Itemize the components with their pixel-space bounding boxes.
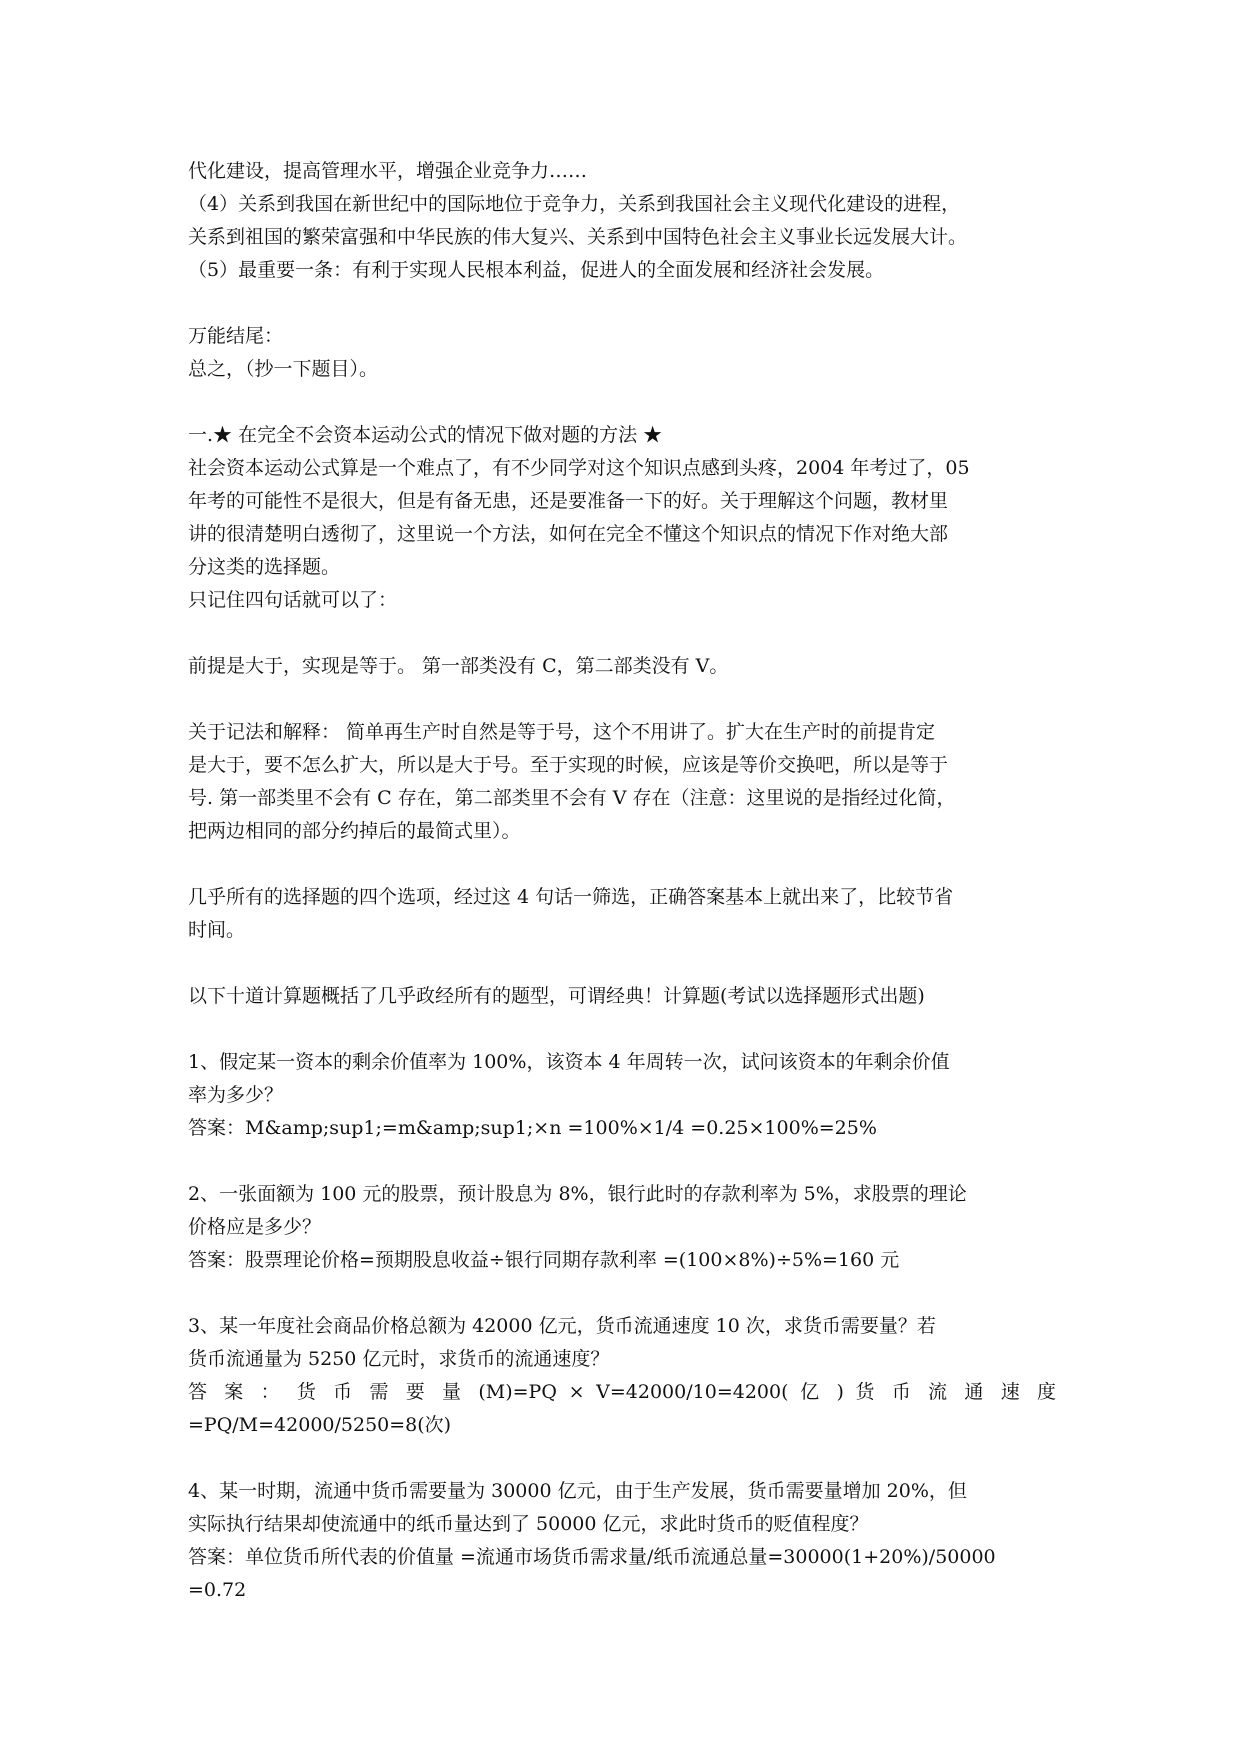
text-line: 前提是大于，实现是等于。 第一部类没有 C，第二部类没有 V。 <box>188 655 729 677</box>
text-line: 总之，（抄一下题目）。 <box>188 358 379 380</box>
question-line: 1、假定某一资本的剩余价值率为 100%，该资本 4 年周转一次，试问该资本的年剩余价值 <box>188 1051 950 1073</box>
blank-line <box>188 1145 1056 1178</box>
question-line: 3、某一年度社会商品价格总额为 42000 亿元，货币流通速度 10 次，求货币需要量？若 <box>188 1315 936 1337</box>
text-line: 关系到祖国的繁荣富强和中华民族的伟大复兴、关系到中国特色社会主义事业长远发展大计。 <box>188 226 968 248</box>
text-line: 年考的可能性不是很大，但是有备无患，还是要准备一下的好。关于理解这个问题，教材里 <box>188 490 949 512</box>
text-line: 分这类的选择题。 <box>188 556 341 578</box>
question-line: 2、一张面额为 100 元的股票，预计股息为 8%，银行此时的存款利率为 5%，求股票的理论 <box>188 1183 967 1205</box>
text-line: 关于记法和解释： 简单再生产时自然是等于号，这个不用讲了。扩大在生产时的前提肯定 <box>188 721 936 743</box>
text-line: 时间。 <box>188 919 246 941</box>
blank-line <box>188 1013 1056 1046</box>
question-line: 4、某一时期，流通中货币需要量为 30000 亿元，由于生产发展，货币需要量增加 20%，但 <box>188 1480 967 1502</box>
text-line: 代化建设，提高管理水平，增强企业竞争力…… <box>188 160 588 182</box>
answer-line: =0.72 <box>188 1579 247 1601</box>
text-line: 以下十道计算题概括了几乎政经所有的题型，可谓经典！计算题(考试以选择题形式出题) <box>188 985 925 1007</box>
text-line: 讲的很清楚明白透彻了，这里说一个方法，如何在完全不懂这个知识点的情况下作对绝大部 <box>188 523 949 545</box>
answer-line: 答案：单位货币所代表的价值量 =流通市场货币需求量/纸币流通总量=30000(1+20%)/50000 <box>188 1546 996 1568</box>
blank-line <box>188 848 1056 881</box>
text-line: 几乎所有的选择题的四个选项，经过这 4 句话一筛选，正确答案基本上就出来了，比较节省 <box>188 886 954 908</box>
blank-line <box>188 683 1056 716</box>
question-line: 实际执行结果却使流通中的纸币量达到了 50000 亿元，求此时货币的贬值程度？ <box>188 1513 869 1535</box>
text-line: （4）关系到我国在新世纪中的国际地位于竞争力，关系到我国社会主义现代化建设的进程， <box>188 193 961 215</box>
answer-line: 答案：M&amp;sup1;=m&amp;sup1;×n =100%×1/4 =0.25×100%=25% <box>188 1117 877 1139</box>
question-line: 价格应是多少？ <box>188 1216 322 1238</box>
blank-line <box>188 617 1056 650</box>
blank-line <box>188 1442 1056 1475</box>
question-line: 率为多少？ <box>188 1084 284 1106</box>
blank-line <box>188 1277 1056 1310</box>
blank-line <box>188 287 1056 320</box>
answer-line: 答 案 ： 货 币 需 要 量 (M)=PQ × V=42000/10=4200( 亿 ) 货 币 流 通 速 度 <box>188 1381 1056 1403</box>
document-page <box>188 155 1056 1607</box>
section-heading: 一.★ 在完全不会资本运动公式的情况下做对题的方法 ★ <box>188 424 663 446</box>
question-line: 货币流通量为 5250 亿元时，求货币的流通速度？ <box>188 1348 610 1370</box>
blank-line <box>188 947 1056 980</box>
blank-line <box>188 386 1056 419</box>
text-line: 社会资本运动公式算是一个难点了，有不少同学对这个知识点感到头疼，2004 年考过了，05 <box>188 457 970 479</box>
text-line: 是大于，要不怎么扩大，所以是大于号。至于实现的时候，应该是等价交换吧，所以是等于 <box>188 754 949 776</box>
answer-line: =PQ/M=42000/5250=8(次) <box>188 1414 452 1436</box>
text-line: 号. 第一部类里不会有 C 存在，第二部类里不会有 V 存在（注意：这里说的是指经过化简， <box>188 787 956 809</box>
section-heading: 万能结尾： <box>188 325 284 347</box>
text-line: 把两边相同的部分约掉后的最简式里）。 <box>188 820 521 842</box>
answer-line: 答案：股票理论价格=预期股息收益÷银行同期存款利率 =(100×8%)÷5%=160 元 <box>188 1249 900 1271</box>
text-line: （5）最重要一条：有利于实现人民根本利益，促进人的全面发展和经济社会发展。 <box>188 259 885 281</box>
text-line: 只记住四句话就可以了： <box>188 589 398 611</box>
